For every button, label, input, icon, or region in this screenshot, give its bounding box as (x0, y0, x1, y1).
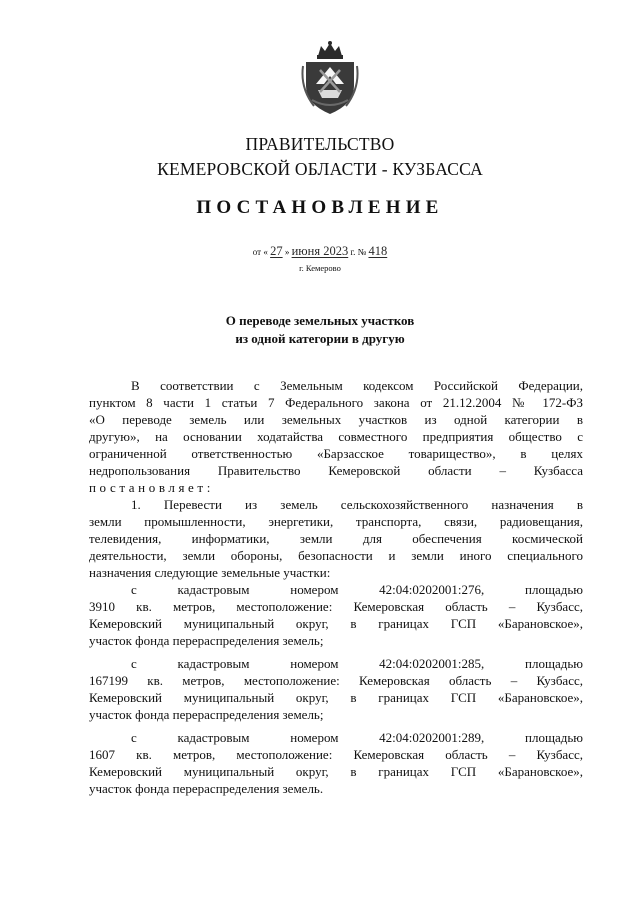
body-line: постановляет: (89, 480, 214, 495)
body-line: Кемеровский муниципальный округ, в границах ГСП «Барановское», (89, 616, 583, 631)
body-line: телевидения, информатики, земли для обеспечения космической (89, 531, 583, 546)
body-line: 3910 кв. метров, местоположение: Кемеровская область – Кузбасс, (89, 599, 583, 614)
document-date-line (0, 244, 640, 259)
government-name-line2: КЕМЕРОВСКОЙ ОБЛАСТИ - КУЗБАССА (157, 159, 483, 179)
date-mid: » (284, 247, 290, 257)
date-g-number: г. № (350, 247, 367, 257)
body-line: с кадастровым номером 42:04:0202001:285, площадью (131, 656, 583, 671)
body-line: Кемеровский муниципальный округ, в границах ГСП «Барановское», (89, 764, 583, 779)
body-line: 167199 кв. метров, местоположение: Кемеровская область – Кузбасс, (89, 673, 583, 688)
body-line: участок фонда перераспределения земель; (89, 633, 324, 648)
body-line: назначения следующие земельные участки: (89, 565, 331, 580)
document-type: ПОСТАНОВЛЕНИЕ (196, 197, 444, 218)
body-line: с кадастровым номером 42:04:0202001:276, площадью (131, 582, 583, 597)
body-line: 1607 кв. метров, местоположение: Кемеровская область – Кузбасс, (89, 747, 583, 762)
body-line: ограниченной ответственностью «Барзасское товарищество», в целях (89, 446, 583, 461)
body-line: другую», на основании ходатайства совместного предприятия общество с (89, 429, 583, 444)
coat-of-arms-icon (300, 40, 360, 116)
body-line: недропользования Правительство Кемеровской области – Кузбасса (89, 463, 583, 478)
document-number: 418 (368, 244, 388, 258)
body-line: земли промышленности, энергетики, транспорта, связи, радиовещания, (89, 514, 583, 529)
date-prefix: от « (252, 247, 268, 257)
body-line: деятельности, земли обороны, безопасности и земли иного специального (89, 548, 583, 563)
government-name-line1: ПРАВИТЕЛЬСТВО (245, 134, 395, 154)
document-title-line1: О переводе земельных участков (225, 313, 415, 328)
document-title-line2: из одной категории в другую (235, 331, 405, 346)
body-line: участок фонда перераспределения земель; (89, 707, 324, 722)
body-line: Кемеровский муниципальный округ, в границах ГСП «Барановское», (89, 690, 583, 705)
body-line: участок фонда перераспределения земель. (89, 781, 324, 796)
body-line: В соответствии с Земельным кодексом Российской Федерации, (131, 378, 583, 393)
document-city: г. Кемерово (299, 263, 341, 273)
body-line: 1. Перевести из земель сельскохозяйственного назначения в (131, 497, 583, 512)
date-day: 27 (270, 244, 283, 258)
body-line: с кадастровым номером 42:04:0202001:289, площадью (131, 730, 583, 745)
body-line: «О переводе земель или земельных участков из одной категории в (89, 412, 583, 427)
date-month-year: июня 2023 (291, 244, 349, 258)
body-line: пунктом 8 части 1 статьи 7 Федерального закона от 21.12.2004 № 172-ФЗ (89, 395, 583, 410)
